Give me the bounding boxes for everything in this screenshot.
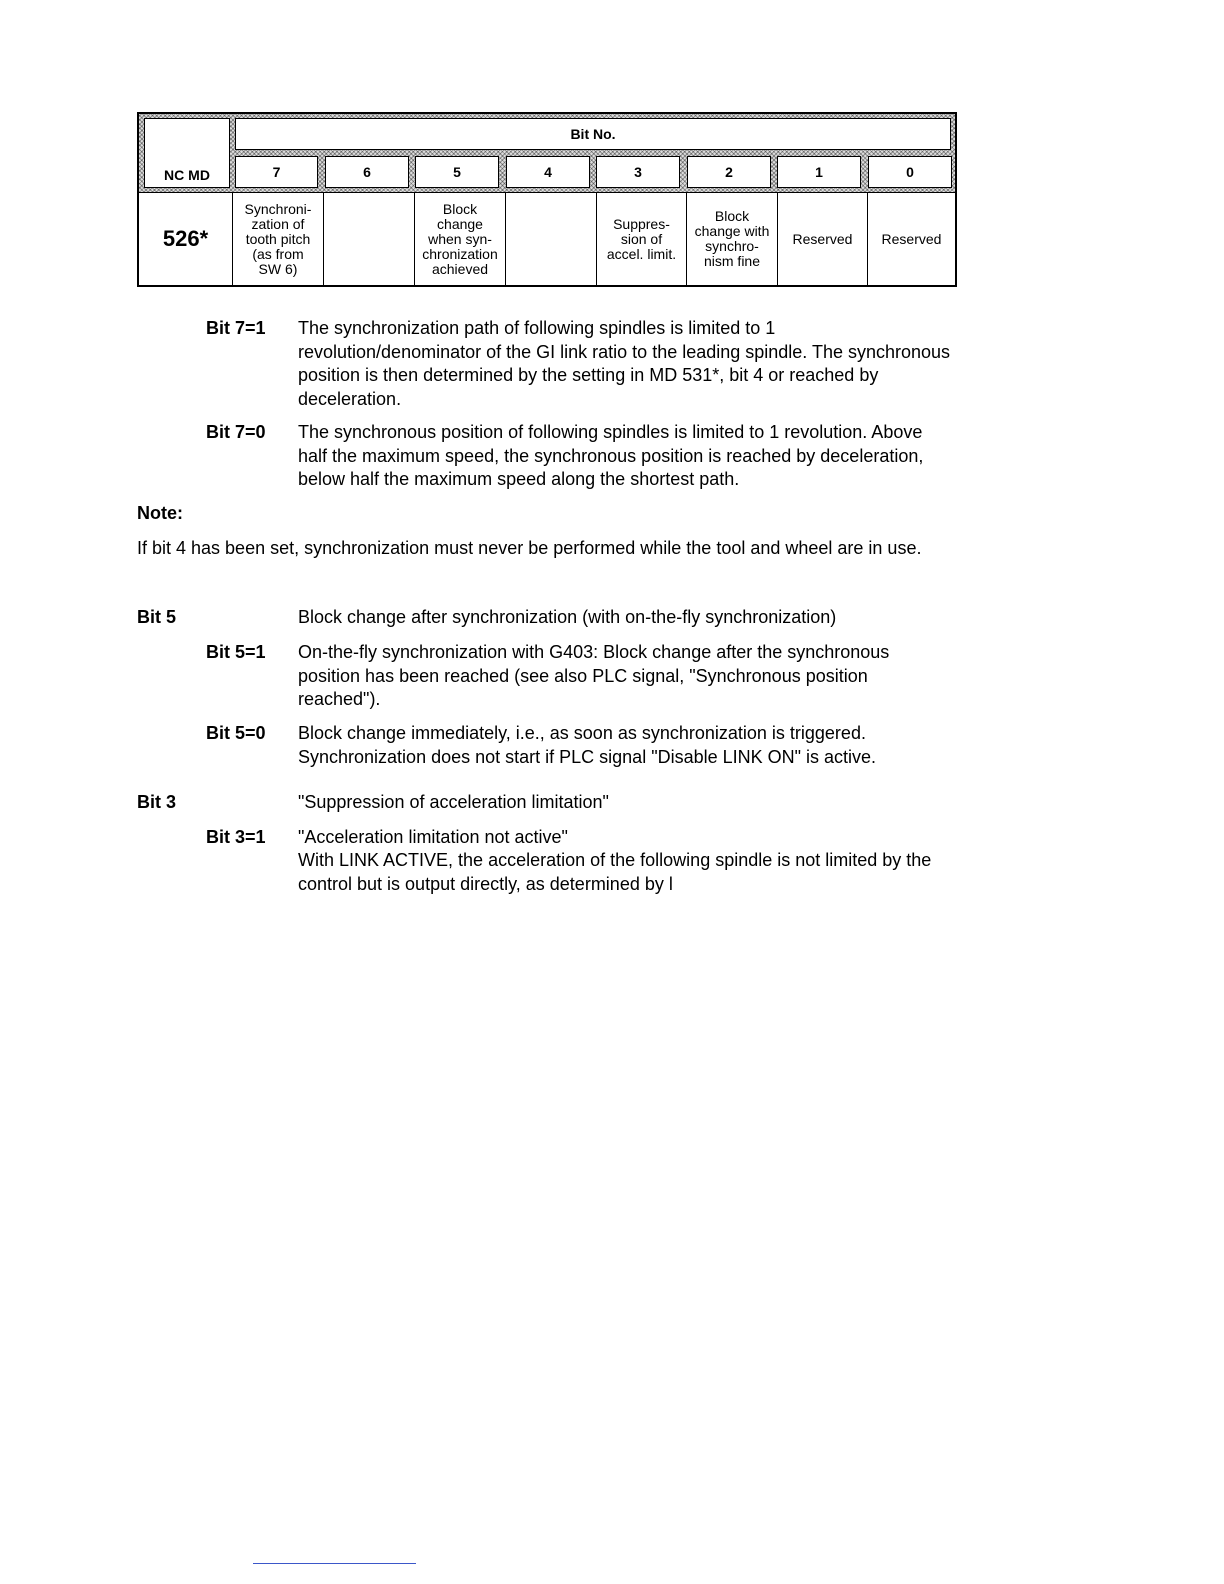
bit-cell-2: Block change with synchro- nism fine xyxy=(686,193,777,285)
bit5-text: Block change after synchronization (with on-the-fly synchronization) xyxy=(298,607,837,627)
bit5-1-label: Bit 5=1 xyxy=(206,642,266,662)
bit-header-2: 2 xyxy=(687,156,771,188)
bit-header-1: 1 xyxy=(777,156,861,188)
machine-data-table xyxy=(137,112,957,287)
bit7-0-label: Bit 7=0 xyxy=(206,422,266,442)
bit5-label: Bit 5 xyxy=(137,607,177,627)
note-title: Note: xyxy=(137,503,183,523)
bit5-0-text: Block change immediately, i.e., as soon as synchronization is triggered. Synchronization does not start if PLC signal "Disable LINK ON" is active. xyxy=(298,723,877,767)
bit-cell-5: Block change when syn- chronization achieved xyxy=(414,193,505,285)
bit-header-7: 7 xyxy=(235,156,318,188)
bit3-1-line2: With LINK ACTIVE, the acceleration of the following spindle is not limited by the control but is output directly, as determined by l xyxy=(298,850,932,894)
bit-cell-3: Suppres- sion of accel. limit. xyxy=(596,193,686,285)
md-number: 526* xyxy=(162,226,209,251)
bit-header-6: 6 xyxy=(325,156,409,188)
bit7-1-label: Bit 7=1 xyxy=(206,318,266,338)
bit5-0-label: Bit 5=0 xyxy=(206,723,266,743)
bit5-1-text: On-the-fly synchronization with G403: Block change after the synchronous position has been reached (see also PLC signal, "Synchronous position reached"). xyxy=(298,642,890,709)
nc-md-header: NC MD xyxy=(144,118,230,188)
bit-cell-7: Synchroni- zation of tooth pitch (as from SW 6) xyxy=(232,193,323,285)
bit3-1-line1: "Acceleration limitation not active" xyxy=(298,827,568,847)
bit7-1-text: The synchronization path of following spindles is limited to 1 revolution/denominator of the GI link ratio to the leading spindle. The synchronous position is then determined by the setting in MD 531*, bit 4 or reached by deceleration. xyxy=(298,318,951,409)
bit-header-5: 5 xyxy=(415,156,499,188)
table-row xyxy=(137,192,957,287)
bit-header-0: 0 xyxy=(868,156,952,188)
bit-header-4: 4 xyxy=(506,156,590,188)
bit7-0-text: The synchronous position of following spindles is limited to 1 revolution. Above half the maximum speed, the synchronous position is reached by deceleration, below half the maximum speed along the shortest path. xyxy=(298,422,924,489)
bit-cell-0: Reserved xyxy=(867,193,955,285)
bit3-text: "Suppression of acceleration limitation" xyxy=(298,792,609,812)
bit-cell-1: Reserved xyxy=(777,193,867,285)
bit3-1-label: Bit 3=1 xyxy=(206,827,266,847)
bit3-label: Bit 3 xyxy=(137,792,177,812)
note-text: If bit 4 has been set, synchronization must never be performed while the tool and wheel are in use. xyxy=(137,538,922,558)
bit-header-3: 3 xyxy=(596,156,680,188)
bit-cell-4 xyxy=(505,193,596,285)
bit-no-header: Bit No. xyxy=(235,118,951,150)
footer-link-underline[interactable] xyxy=(253,1563,416,1564)
bit-cell-6 xyxy=(323,193,414,285)
